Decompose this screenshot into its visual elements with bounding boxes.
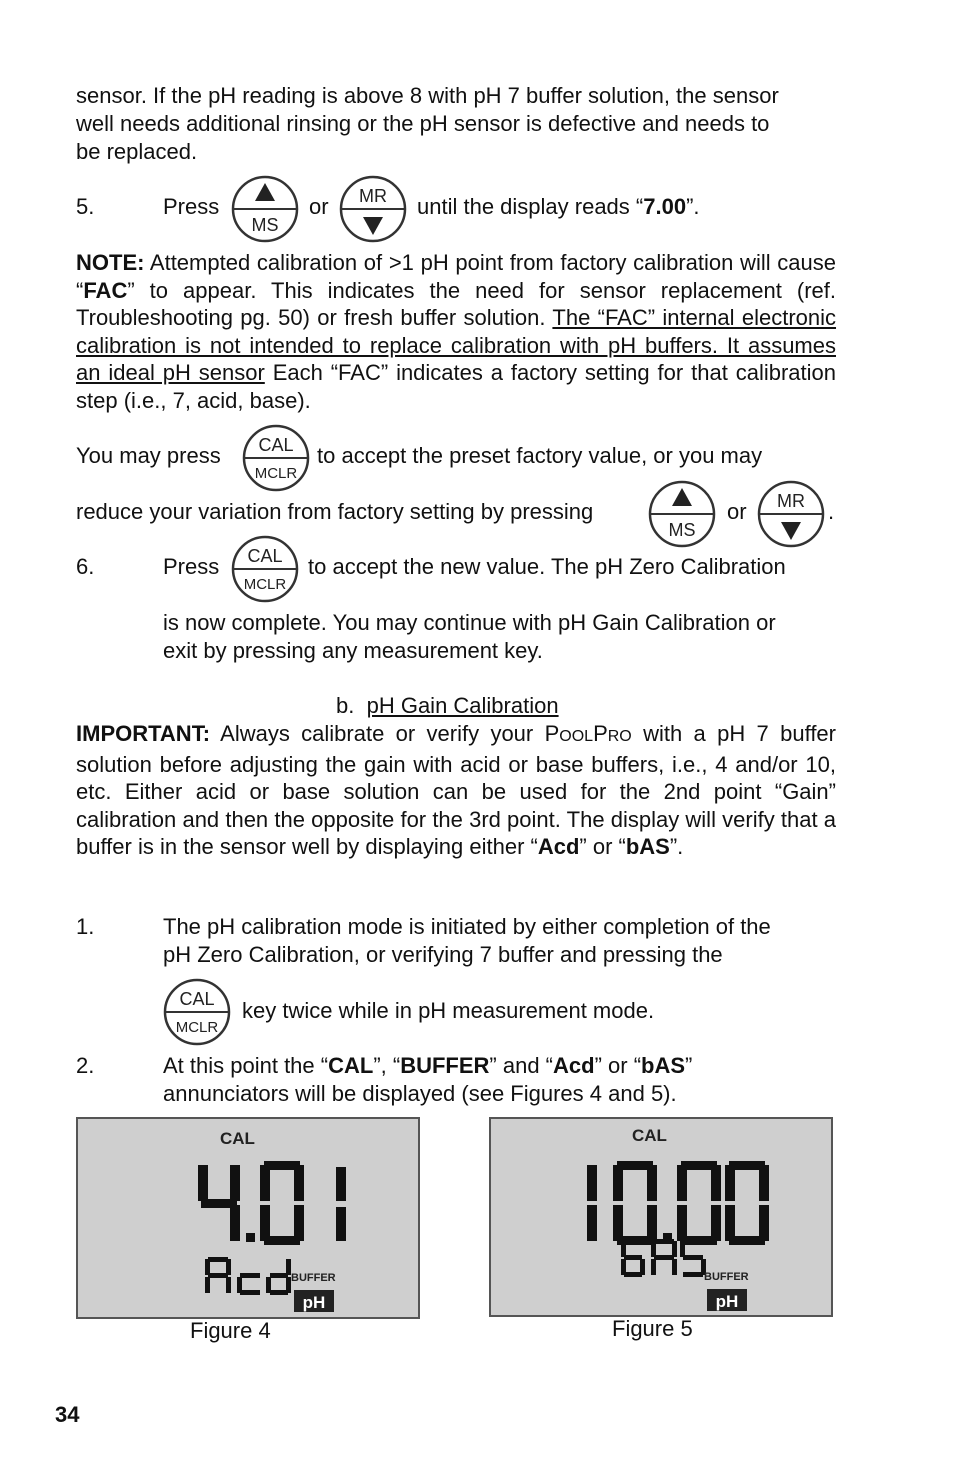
cal-mclr-button-icon bbox=[240, 424, 312, 492]
fig5-cal-annunciator: CAL bbox=[632, 1126, 667, 1145]
step-2-line-1: At this point the “CAL”, “BUFFER” and “Acd” or “bAS” bbox=[163, 1053, 693, 1078]
cal-mclr-button-icon bbox=[161, 978, 233, 1046]
fig4-buffer-annunciator: BUFFER bbox=[291, 1272, 336, 1284]
step-1-number: 1. bbox=[76, 914, 95, 939]
step-5-or: or bbox=[309, 194, 329, 219]
fig4-mode-acd bbox=[205, 1257, 291, 1295]
maypress-dot: . bbox=[828, 499, 835, 524]
maypress-b: to accept the preset factory value, or you may bbox=[317, 443, 763, 468]
intro-line-1: sensor. If the pH reading is above 8 with pH 7 buffer solution, the sensor bbox=[76, 83, 779, 108]
gain-heading: b. pH Gain Calibration bbox=[336, 693, 559, 718]
figure-4-lcd-display bbox=[76, 1117, 420, 1319]
svg-text:CAL: CAL bbox=[247, 546, 283, 566]
maypress-or: or bbox=[727, 499, 747, 524]
mr-down-button-icon bbox=[755, 480, 827, 548]
fig5-buffer-annunciator: BUFFER bbox=[704, 1271, 749, 1283]
figure-4-caption: Figure 4 bbox=[190, 1318, 271, 1343]
svg-text:MCLR: MCLR bbox=[254, 465, 298, 482]
svg-text:MCLR: MCLR bbox=[243, 576, 287, 593]
maypress-a: You may press bbox=[76, 443, 221, 468]
figure-5-lcd-display bbox=[489, 1117, 833, 1317]
step-6-line-2: is now complete. You may continue with pH Gain Calibration or bbox=[163, 610, 776, 635]
important-paragraph: IMPORTANT: Always calibrate or verify your POOLPRO with a pH 7 buffer solution before adjusting the gain with acid or base buffers, i.e., 4 and/or 10, etc. Either acid or base solution can be used for the 2nd point “Gain” calibration and then the opposite for the 3rd point. The display will verify that a buffer is in the sensor well by displaying either “Acd” or “bAS”. bbox=[76, 721, 836, 860]
svg-text:CAL: CAL bbox=[179, 989, 215, 1009]
intro-line-2: well needs additional rinsing or the pH sensor is defective and needs to bbox=[76, 111, 770, 136]
figure-5-caption: Figure 5 bbox=[612, 1316, 693, 1341]
step-1-line-2: pH Zero Calibration, or verifying 7 buffer and pressing the bbox=[163, 942, 723, 967]
step-5-press: Press bbox=[163, 194, 220, 219]
step-6-number: 6. bbox=[76, 554, 95, 579]
up-ms-button-icon bbox=[229, 175, 301, 243]
step-5-until: until the display reads “7.00”. bbox=[417, 194, 700, 219]
fig5-ph-annunciator: pH bbox=[715, 1292, 739, 1311]
svg-text:MS: MS bbox=[668, 520, 696, 540]
svg-text:MCLR: MCLR bbox=[175, 1019, 219, 1036]
fig5-reading-digits bbox=[587, 1161, 769, 1245]
step-1-line-3: key twice while in pH measurement mode. bbox=[242, 998, 655, 1023]
step-1-line-1: The pH calibration mode is initiated by either completion of the bbox=[163, 914, 771, 939]
mr-down-button-icon bbox=[337, 175, 409, 243]
step-5-number: 5. bbox=[76, 194, 95, 219]
fig4-cal-annunciator: CAL bbox=[220, 1129, 255, 1148]
note-paragraph: NOTE: Attempted calibration of >1 pH point from factory calibration will cause “FAC” to appear. This indicates the need for sensor replacement (ref. Troubleshooting pg. 50) or fresh buffer solution. The “FAC” internal electronic calibration is not intended to replace calibration with pH buffers. It assumes an ideal pH sensor Each “FAC” indicates a factory setting for that calibration step (i.e., 7, acid, base). bbox=[76, 250, 837, 413]
step-6-press: Press bbox=[163, 554, 220, 579]
step-6-rest: to accept the new value. The pH Zero Calibration bbox=[308, 554, 786, 579]
svg-text:MR: MR bbox=[777, 491, 805, 511]
fig4-reading-digits bbox=[198, 1161, 346, 1245]
step-2-line-2: annunciators will be displayed (see Figures 4 and 5). bbox=[163, 1081, 677, 1106]
fig4-ph-annunciator: pH bbox=[302, 1293, 326, 1312]
intro-line-3: be replaced. bbox=[76, 139, 198, 164]
cal-mclr-button-icon bbox=[229, 535, 301, 603]
maypress-c: reduce your variation from factory setting by pressing bbox=[76, 499, 594, 524]
up-ms-button-icon bbox=[646, 480, 718, 548]
svg-text:CAL: CAL bbox=[258, 435, 294, 455]
step-2-number: 2. bbox=[76, 1053, 95, 1078]
svg-text:MR: MR bbox=[359, 186, 387, 206]
page-number: 34 bbox=[55, 1402, 80, 1427]
svg-text:MS: MS bbox=[251, 215, 279, 235]
step-6-line-3: exit by pressing any measurement key. bbox=[163, 638, 543, 663]
